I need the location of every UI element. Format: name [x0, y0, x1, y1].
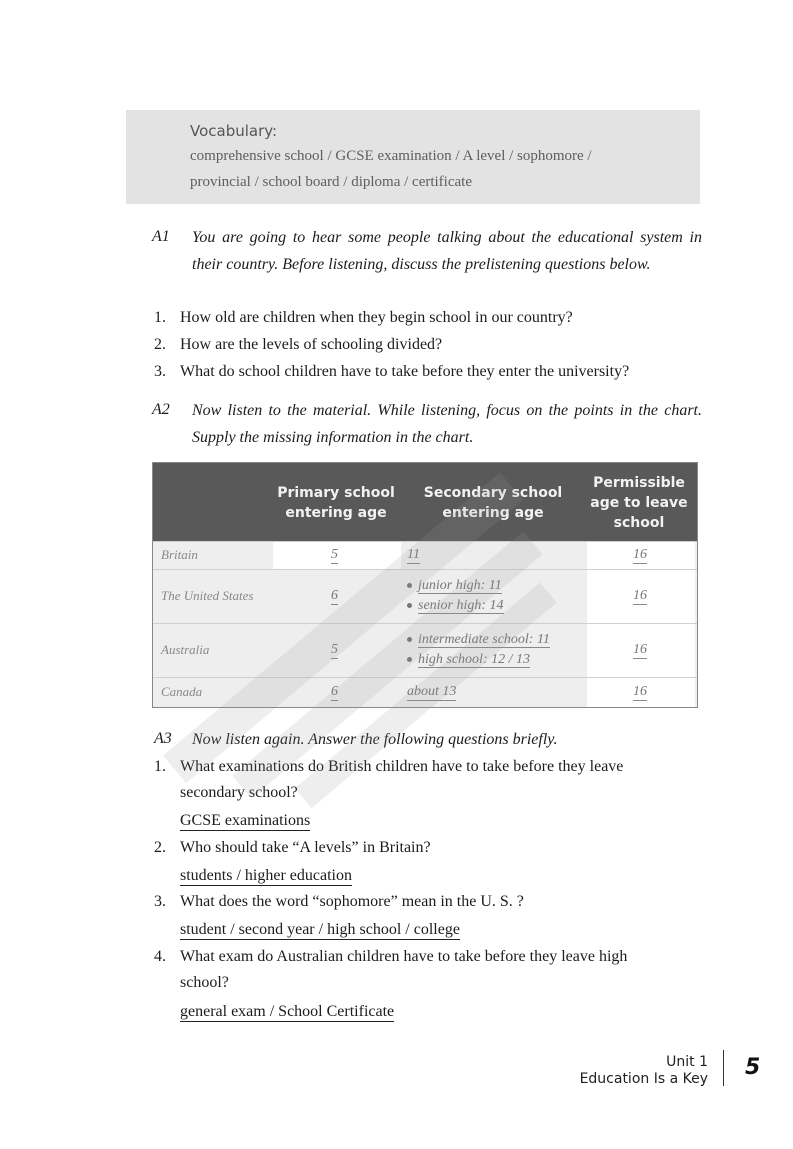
answer-1: GCSE examinations — [180, 812, 311, 829]
a3-instruction: Now listen again. Answer the following questions briefly. — [192, 731, 558, 748]
row-secondary-text: high school: 12 / 13 — [418, 652, 530, 667]
header-permissible — [583, 473, 695, 533]
question-number: 1. — [154, 309, 166, 326]
bullet-icon — [407, 603, 412, 608]
row-primary-age: 5 — [331, 642, 338, 657]
vocabulary-line-1: comprehensive school / GCSE examination / A level / sophomore / — [190, 148, 592, 164]
row-leave-age: 16 — [633, 588, 647, 603]
a1-question-2 — [154, 336, 714, 356]
footer-unit: Unit 1 — [666, 1054, 708, 1070]
row-secondary-age: about 13 — [407, 684, 457, 699]
question-text: What do school children have to take before they enter the university? — [180, 363, 630, 380]
answer-4: general exam / School Certificate — [180, 1003, 395, 1020]
bullet-icon — [407, 657, 412, 662]
header-primary — [271, 483, 401, 523]
a3-question-3 — [154, 893, 714, 913]
question-text: Who should take “A levels” in Britain? — [180, 839, 431, 856]
table-row — [153, 569, 697, 624]
header-primary-line-1: Primary school — [277, 485, 395, 501]
row-secondary-item — [407, 652, 530, 668]
vocabulary-line-2: provincial / school board / diploma / certificate — [190, 174, 472, 190]
bullet-icon — [407, 637, 412, 642]
chart-header — [153, 463, 697, 541]
header-secondary-line-1: Secondary school — [423, 485, 563, 501]
question-number: 2. — [154, 336, 166, 353]
a3-question-4 — [154, 948, 714, 968]
row-secondary-age: 11 — [407, 547, 420, 562]
header-permissible-line-3: school — [613, 515, 665, 531]
question-text-continued: secondary school? — [180, 784, 298, 801]
row-leave-age: 16 — [633, 684, 647, 699]
row-primary-age: 6 — [331, 684, 338, 699]
question-number: 3. — [154, 363, 166, 380]
header-secondary-line-2: entering age — [442, 505, 544, 521]
question-number: 4. — [154, 948, 166, 965]
row-secondary-text: senior high: 14 — [418, 598, 504, 613]
question-text: How are the levels of schooling divided? — [180, 336, 443, 353]
question-text: How old are children when they begin school in our country? — [180, 309, 573, 326]
row-country: Australia — [161, 642, 210, 657]
a2-instruction: Now listen to the material. While listening, focus on the points in the chart. Supply the missing information in the chart. — [192, 402, 702, 446]
a3-question-1 — [154, 758, 714, 778]
a3-label: A3 — [154, 730, 172, 747]
question-number: 2. — [154, 839, 166, 856]
a2-label: A2 — [152, 401, 170, 418]
row-secondary-text: intermediate school: 11 — [418, 632, 550, 647]
row-secondary-text: junior high: 11 — [418, 578, 502, 593]
vocabulary-box — [126, 110, 700, 204]
row-leave-age: 16 — [633, 642, 647, 657]
row-country: Britain — [161, 547, 198, 562]
header-permissible-line-2: age to leave — [590, 495, 688, 511]
table-row — [153, 541, 697, 570]
a1-question-1 — [154, 309, 714, 329]
header-secondary — [413, 483, 573, 523]
footer-divider — [723, 1050, 724, 1086]
question-number: 3. — [154, 893, 166, 910]
table-row — [153, 677, 697, 708]
question-text-continued: school? — [180, 974, 229, 991]
a1-instruction: You are going to hear some people talking about the educational system in their country. Before listening, discuss the prelistening questions below. — [192, 229, 702, 273]
vocabulary-title: Vocabulary: — [190, 122, 278, 140]
header-permissible-line-1: Permissible — [593, 475, 685, 491]
row-secondary-item — [407, 578, 502, 594]
a1-label: A1 — [152, 228, 170, 245]
question-text: What exam do Australian children have to take before they leave high — [180, 948, 628, 965]
question-number: 1. — [154, 758, 166, 775]
row-country: Canada — [161, 684, 203, 699]
a3-question-2 — [154, 839, 714, 859]
question-text: What examinations do British children have to take before they leave — [180, 758, 624, 775]
footer-title: Education Is a Key — [579, 1071, 708, 1087]
row-leave-age: 16 — [633, 547, 647, 562]
page-number: 5 — [745, 1055, 761, 1080]
header-primary-line-2: entering age — [285, 505, 387, 521]
row-country: The United States — [161, 588, 254, 603]
a1-question-3 — [154, 363, 714, 383]
school-age-chart — [152, 462, 698, 708]
bullet-icon — [407, 583, 412, 588]
answer-3: student / second year / high school / college — [180, 921, 460, 938]
table-row — [153, 623, 697, 678]
row-primary-age: 6 — [331, 588, 338, 603]
row-secondary-item — [407, 632, 550, 648]
row-primary-age: 5 — [331, 547, 338, 562]
row-secondary-item — [407, 598, 504, 614]
question-text: What does the word “sophomore” mean in the U. S. ? — [180, 893, 524, 910]
answer-2: students / higher education — [180, 867, 352, 884]
